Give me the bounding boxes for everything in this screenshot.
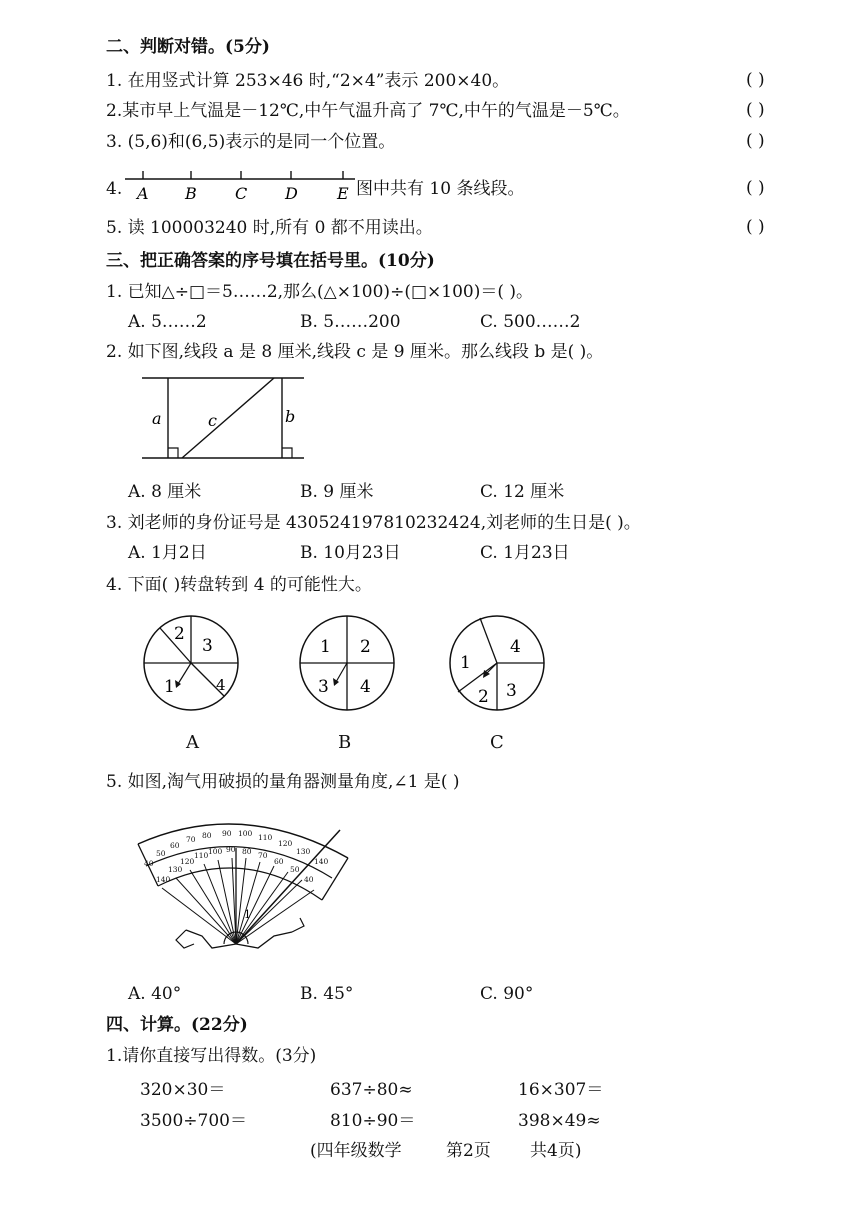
question-2-4-number: 4. [106, 179, 123, 199]
section4-sub1: 1.请你直接写出得数。(3分) [106, 1046, 317, 1066]
spinner-a-label-3: 3 [202, 636, 213, 656]
spinner-c-label-4: 4 [510, 637, 521, 657]
calc-item-5: 810÷90＝ [330, 1111, 416, 1131]
option-3-3-c[interactable]: C. 1月23日 [480, 543, 570, 563]
footer-total: 共4页) [530, 1141, 582, 1161]
scale-inner-50: 50 [290, 865, 300, 874]
question-2-5: 5. 读 100003240 时,所有 0 都不用读出。 [106, 218, 433, 238]
point-label-b: B [185, 184, 197, 203]
option-3-5-a[interactable]: A. 40° [128, 984, 182, 1004]
spinner-a-label-2: 2 [174, 624, 185, 644]
point-label-e: E [337, 184, 349, 203]
calc-item-2: 637÷80≈ [330, 1080, 413, 1100]
point-label-a: A [137, 184, 149, 203]
spinner-label-c: C [490, 732, 504, 753]
scale-outer-50: 50 [156, 849, 166, 858]
answer-paren-2-3[interactable]: ( ) [746, 131, 765, 151]
option-3-1-c[interactable]: C. 500……2 [480, 312, 581, 332]
question-2-3: 3. (5,6)和(6,5)表示的是同一个位置。 [106, 132, 396, 152]
point-label-c: C [235, 184, 248, 203]
scale-outer-120: 120 [278, 839, 293, 848]
spinner-b-label-3: 3 [318, 677, 329, 697]
question-3-4: 4. 下面( )转盘转到 4 的可能性大。 [106, 575, 372, 595]
spinner-c-label-1: 1 [460, 653, 471, 673]
scale-outer-90: 90 [222, 829, 232, 838]
question-3-2: 2. 如下图,线段 a 是 8 厘米,线段 c 是 9 厘米。那么线段 b 是( )。 [106, 342, 604, 362]
scale-outer-110: 110 [258, 833, 273, 842]
option-3-3-a[interactable]: A. 1月2日 [128, 543, 207, 563]
scale-inner-40: 40 [304, 875, 314, 884]
scale-outer-80: 80 [202, 831, 212, 840]
spinner-b-label-4: 4 [360, 677, 371, 697]
broken-protractor-figure [132, 808, 364, 966]
spinner-a-label-1: 1 [164, 677, 175, 697]
calc-item-6: 398×49≈ [518, 1111, 601, 1131]
question-2-4-text: 图中共有 10 条线段。 [356, 179, 525, 199]
footer-subject: (四年级数学 [310, 1141, 402, 1161]
scale-outer-130: 130 [296, 847, 311, 856]
question-3-3: 3. 刘老师的身份证号是 430524197810232424,刘老师的生日是( )。 [106, 513, 641, 533]
spinner-c-label-3: 3 [506, 681, 517, 701]
answer-paren-2-4[interactable]: ( ) [746, 178, 765, 198]
scale-outer-100: 100 [238, 829, 253, 838]
scale-inner-80: 80 [242, 847, 252, 856]
segment-label-a: a [152, 409, 162, 428]
footer-page: 第2页 [446, 1141, 491, 1161]
point-label-d: D [285, 184, 298, 203]
option-3-2-b[interactable]: B. 9 厘米 [300, 482, 374, 502]
calc-item-1: 320×30＝ [140, 1080, 226, 1100]
line-segment-figure [125, 163, 360, 203]
spinner-b-label-1: 1 [320, 637, 331, 657]
answer-paren-2-5[interactable]: ( ) [746, 217, 765, 237]
spinner-c[interactable] [446, 612, 548, 714]
spinner-c-label-2: 2 [478, 687, 489, 707]
spinner-b-label-2: 2 [360, 637, 371, 657]
calc-item-4: 3500÷700＝ [140, 1111, 247, 1131]
scale-outer-140: 140 [314, 857, 329, 866]
scale-inner-110: 110 [194, 851, 209, 860]
question-3-1: 1. 已知△÷□＝5……2,那么(△×100)÷(□×100)＝( )。 [106, 282, 534, 302]
scale-inner-100: 100 [208, 847, 223, 856]
section3-heading: 三、把正确答案的序号填在括号里。(10分) [106, 251, 435, 271]
option-3-1-b[interactable]: B. 5……200 [300, 312, 401, 332]
question-2-2: 2.某市早上气温是－12℃,中午气温升高了 7℃,中午的气温是－5℃。 [106, 101, 630, 121]
parallel-lines-figure [138, 370, 308, 465]
option-3-1-a[interactable]: A. 5……2 [128, 312, 207, 332]
angle-label-1: 1 [244, 908, 251, 921]
spinner-a[interactable] [140, 612, 242, 714]
scale-inner-60: 60 [274, 857, 284, 866]
question-2-1: 1. 在用竖式计算 253×46 时,“2×4”表示 200×40。 [106, 71, 510, 91]
option-3-2-c[interactable]: C. 12 厘米 [480, 482, 565, 502]
scale-inner-90: 90 [226, 845, 236, 854]
answer-paren-2-2[interactable]: ( ) [746, 100, 765, 120]
answer-paren-2-1[interactable]: ( ) [746, 70, 765, 90]
segment-label-c: c [208, 411, 217, 430]
calc-item-3: 16×307＝ [518, 1080, 604, 1100]
section4-heading: 四、计算。(22分) [106, 1015, 248, 1035]
option-3-3-b[interactable]: B. 10月23日 [300, 543, 401, 563]
option-3-2-a[interactable]: A. 8 厘米 [128, 482, 202, 502]
option-3-5-b[interactable]: B. 45° [300, 984, 354, 1004]
segment-label-b: b [285, 407, 296, 426]
scale-outer-70: 70 [186, 835, 196, 844]
spinner-a-label-4: 4 [216, 676, 226, 694]
scale-inner-140: 140 [156, 875, 171, 884]
spinner-label-b: B [338, 732, 352, 753]
scale-inner-70: 70 [258, 851, 268, 860]
spinner-b[interactable] [296, 612, 398, 714]
question-3-5: 5. 如图,淘气用破损的量角器测量角度,∠1 是( ) [106, 772, 460, 792]
section2-heading: 二、判断对错。(5分) [106, 37, 270, 57]
scale-outer-60: 60 [170, 841, 180, 850]
spinner-label-a: A [186, 732, 199, 753]
scale-inner-130: 130 [168, 865, 183, 874]
option-3-5-c[interactable]: C. 90° [480, 984, 534, 1004]
scale-outer-40: 40 [144, 859, 154, 868]
scale-inner-120: 120 [180, 857, 195, 866]
